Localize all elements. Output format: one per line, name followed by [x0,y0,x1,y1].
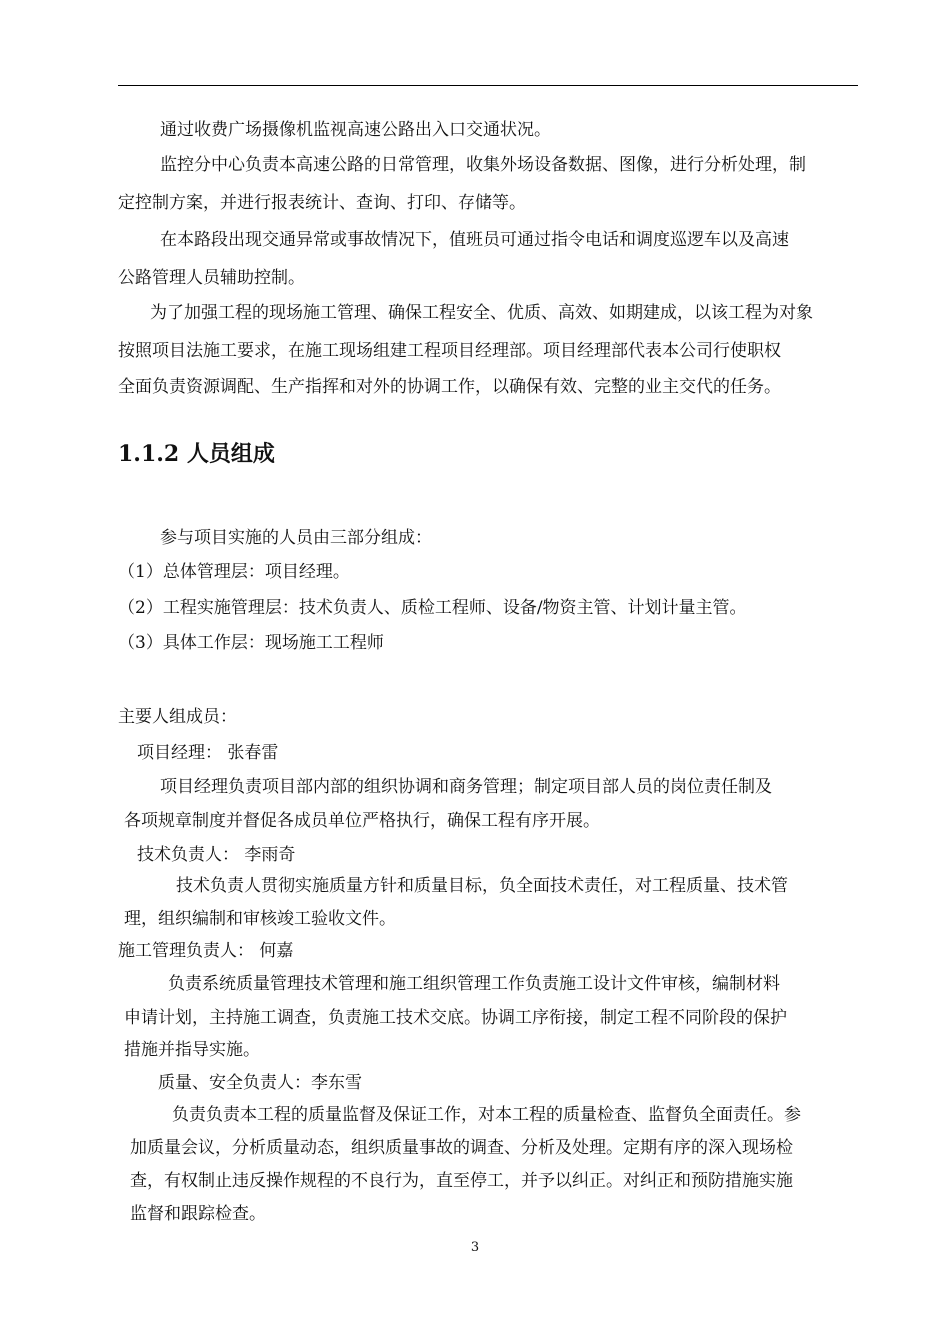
paragraph-line: 公路管理人员辅助控制。 [118,268,305,288]
role-name-line: 质量、安全负责人：李东雪 [158,1073,362,1093]
paragraph-line: 监控分中心负责本高速公路的日常管理，收集外场设备数据、图像，进行分析处理，制 [160,155,806,175]
page-number: 3 [470,1240,480,1255]
paragraph-line: 查，有权制止违反操作规程的不良行为，直至停工，并予以纠正。对纠正和预防措施实施 [130,1171,793,1191]
paragraph-line: 申请计划，主持施工调查，负责施工技术交底。协调工序衔接，制定工程不同阶段的保护 [124,1008,787,1028]
list-item: （1）总体管理层：项目经理。 [118,562,350,582]
list-item: （3）具体工作层：现场施工工程师 [118,633,384,653]
paragraph-line: 负责负责本工程的质量监督及保证工作，对本工程的质量检查、监督负全面责任。参 [172,1105,801,1125]
paragraph-line: 监督和跟踪检查。 [130,1204,266,1224]
role-name-line: 技术负责人： 李雨奇 [137,845,296,865]
paragraph-line: 负责系统质量管理技术管理和施工组织管理工作负责施工设计文件审核，编制材料 [168,974,780,994]
header-rule [118,85,858,86]
role-name-line: 项目经理： 张春雷 [137,743,279,763]
paragraph-line: 措施并指导实施。 [124,1040,260,1060]
paragraph-line: 加质量会议，分析质量动态，组织质量事故的调查、分析及处理。定期有序的深入现场检 [130,1138,793,1158]
role-name-line: 施工管理负责人： 何嘉 [118,941,294,961]
paragraph-line: 通过收费广场摄像机监视高速公路出入口交通状况。 [160,120,551,140]
paragraph-line: 理，组织编制和审核竣工验收文件。 [124,909,396,929]
paragraph-line: 全面负责资源调配、生产指挥和对外的协调工作，以确保有效、完整的业主交代的任务。 [118,377,781,397]
paragraph-line: 参与项目实施的人员由三部分组成： [160,528,432,548]
paragraph-line: 项目经理负责项目部内部的组织协调和商务管理；制定项目部人员的岗位责任制及 [160,777,772,797]
paragraph-line: 为了加强工程的现场施工管理、确保工程安全、优质、高效、如期建成，以该工程为对象 [150,303,813,323]
paragraph-line: 技术负责人贯彻实施质量方针和质量目标，负全面技术责任，对工程质量、技术管 [176,876,788,896]
subheading-line: 主要人组成员： [118,707,237,727]
paragraph-line: 定控制方案，并进行报表统计、查询、打印、存储等。 [118,193,526,213]
paragraph-line: 按照项目法施工要求，在施工现场组建工程项目经理部。项目经理部代表本公司行使职权 [118,341,781,361]
list-item: （2）工程实施管理层：技术负责人、质检工程师、设备/物资主管、计划计量主管。 [118,598,747,618]
paragraph-line: 在本路段出现交通异常或事故情况下，值班员可通过指令电话和调度巡逻车以及高速 [160,230,789,250]
paragraph-line: 各项规章制度并督促各成员单位严格执行，确保工程有序开展。 [124,811,600,831]
section-heading: 1.1.2 人员组成 [118,441,275,467]
